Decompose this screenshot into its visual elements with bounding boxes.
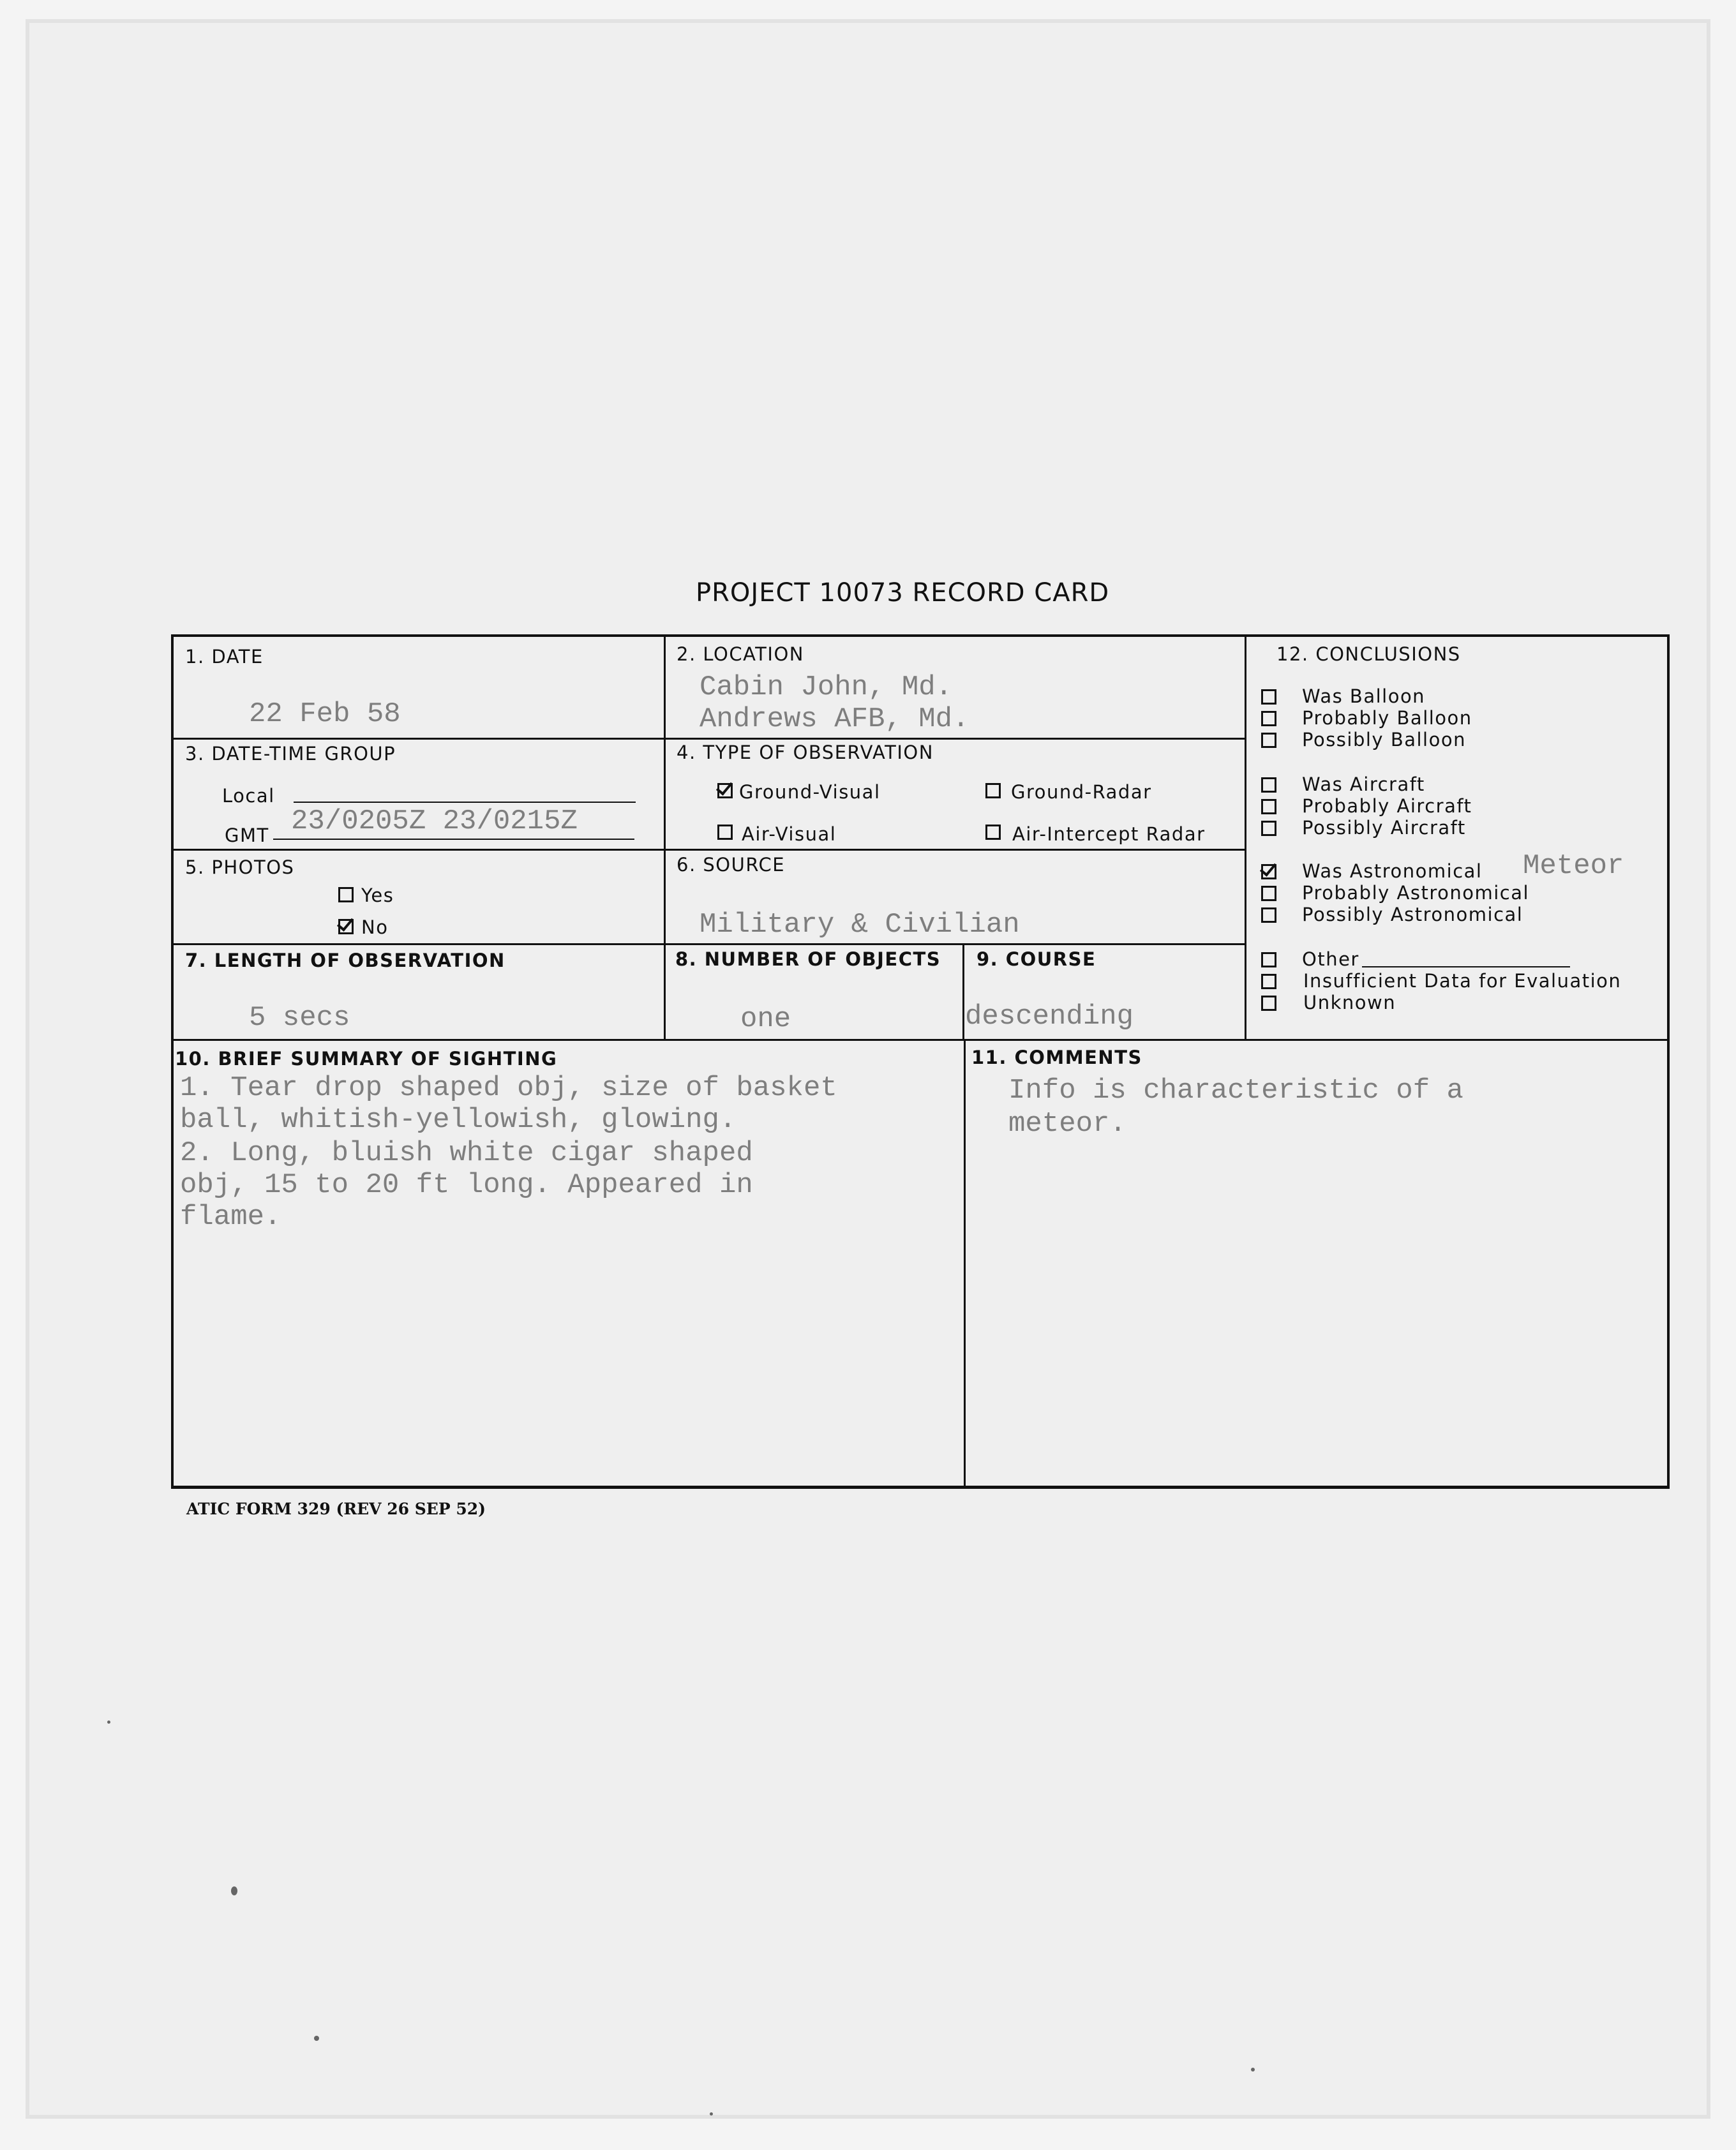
was-astronomical-checkbox[interactable] [1261,864,1276,879]
scan-speck [231,1886,237,1895]
date-value: 22 Feb 58 [249,698,401,730]
other-checkbox[interactable] [1261,952,1276,967]
photos-yes-checkbox[interactable] [338,887,354,902]
summary-line-2: ball, whitish-yellowish, glowing. [180,1104,737,1136]
divider-h-2 [171,849,1246,851]
astronomical-note: Meteor [1523,850,1624,882]
other-underline [1362,966,1570,967]
other-label: Other [1302,948,1359,970]
air-visual-label: Air-Visual [742,823,837,845]
photos-no-checkbox[interactable] [338,919,354,934]
photos-header: 5. PHOTOS [185,856,295,878]
location-line2: Andrews AFB, Md. [700,703,969,735]
date-time-group-header: 3. DATE-TIME GROUP [185,743,396,765]
unknown-checkbox[interactable] [1261,996,1276,1011]
possibly-astronomical-label: Possibly Astronomical [1302,904,1523,925]
local-underline [294,802,636,803]
comments-header: 11. COMMENTS [971,1047,1142,1068]
length-of-observation-value: 5 secs [249,1002,350,1034]
ground-radar-label: Ground-Radar [1011,781,1152,803]
comments-line-1: Info is characteristic of a [1008,1075,1463,1107]
ground-visual-label: Ground-Visual [739,781,881,803]
possibly-aircraft-checkbox[interactable] [1261,821,1276,836]
card-border-bottom [171,1486,1670,1489]
possibly-balloon-label: Possibly Balloon [1302,729,1466,750]
air-intercept-radar-label: Air-Intercept Radar [1012,823,1206,845]
was-balloon-label: Was Balloon [1302,685,1426,707]
location-header: 2. LOCATION [677,643,804,665]
probably-aircraft-label: Probably Aircraft [1302,795,1472,817]
ground-visual-checkbox[interactable] [717,783,733,798]
air-visual-checkbox[interactable] [717,825,733,840]
scan-speck [107,1721,110,1724]
location-line1: Cabin John, Md. [700,671,953,703]
possibly-aircraft-label: Possibly Aircraft [1302,817,1466,839]
local-label: Local [222,785,275,807]
ground-radar-checkbox[interactable] [985,783,1001,798]
photos-yes-label: Yes [361,885,394,906]
scan-speck [1251,2068,1255,2072]
divider-v-lower [964,1039,966,1487]
divider-v-col2 [1245,634,1246,1039]
insufficient-data-label: Insufficient Data for Evaluation [1303,970,1622,992]
divider-h-1 [171,738,1246,740]
length-of-observation-header: 7. LENGTH OF OBSERVATION [185,950,505,971]
summary-line-3: 2. Long, bluish white cigar shaped [180,1137,753,1169]
probably-aircraft-checkbox[interactable] [1261,799,1276,814]
card-border-right [1667,634,1670,1488]
was-balloon-checkbox[interactable] [1261,689,1276,705]
date-header: 1. DATE [185,646,264,668]
divider-h-4 [171,1039,1670,1041]
course-header: 9. COURSE [976,948,1096,970]
conclusions-header: 12. CONCLUSIONS [1276,643,1461,665]
insufficient-data-checkbox[interactable] [1261,974,1276,989]
was-aircraft-checkbox[interactable] [1261,777,1276,793]
probably-astronomical-checkbox[interactable] [1261,886,1276,901]
unknown-label: Unknown [1303,992,1396,1013]
summary-line-5: flame. [180,1201,281,1233]
photos-no-label: No [361,916,389,938]
divider-v-course [962,943,964,1039]
divider-v-col1 [664,634,666,1039]
card-border-top [171,634,1670,637]
probably-astronomical-label: Probably Astronomical [1302,882,1530,904]
summary-line-1: 1. Tear drop shaped obj, size of basket [180,1072,837,1104]
comments-line-2: meteor. [1008,1108,1126,1140]
card-border-left [171,634,174,1488]
scan-speck [314,2036,319,2041]
summary-line-4: obj, 15 to 20 ft long. Appeared in [180,1169,753,1201]
was-aircraft-label: Was Aircraft [1302,773,1425,795]
course-value: descending [965,1001,1134,1033]
source-header: 6. SOURCE [677,854,786,876]
gmt-value: 23/0205Z 23/0215Z [291,805,578,837]
probably-balloon-checkbox[interactable] [1261,711,1276,726]
summary-header: 10. BRIEF SUMMARY OF SIGHTING [175,1048,558,1070]
type-of-observation-header: 4. TYPE OF OBSERVATION [677,742,934,763]
source-value: Military & Civilian [700,909,1020,941]
divider-h-3 [171,943,1246,945]
number-of-objects-value: one [740,1003,791,1035]
was-astronomical-label: Was Astronomical [1302,860,1483,882]
number-of-objects-header: 8. NUMBER OF OBJECTS [675,948,941,970]
card-title: PROJECT 10073 RECORD CARD [696,578,1110,608]
gmt-underline [273,839,634,840]
gmt-label: GMT [225,825,269,846]
possibly-astronomical-checkbox[interactable] [1261,907,1276,923]
scan-speck [710,2112,713,2116]
air-intercept-radar-checkbox[interactable] [985,825,1001,840]
possibly-balloon-checkbox[interactable] [1261,733,1276,748]
form-number: ATIC FORM 329 (REV 26 SEP 52) [186,1500,486,1518]
record-card [171,634,1670,1489]
probably-balloon-label: Probably Balloon [1302,707,1472,729]
